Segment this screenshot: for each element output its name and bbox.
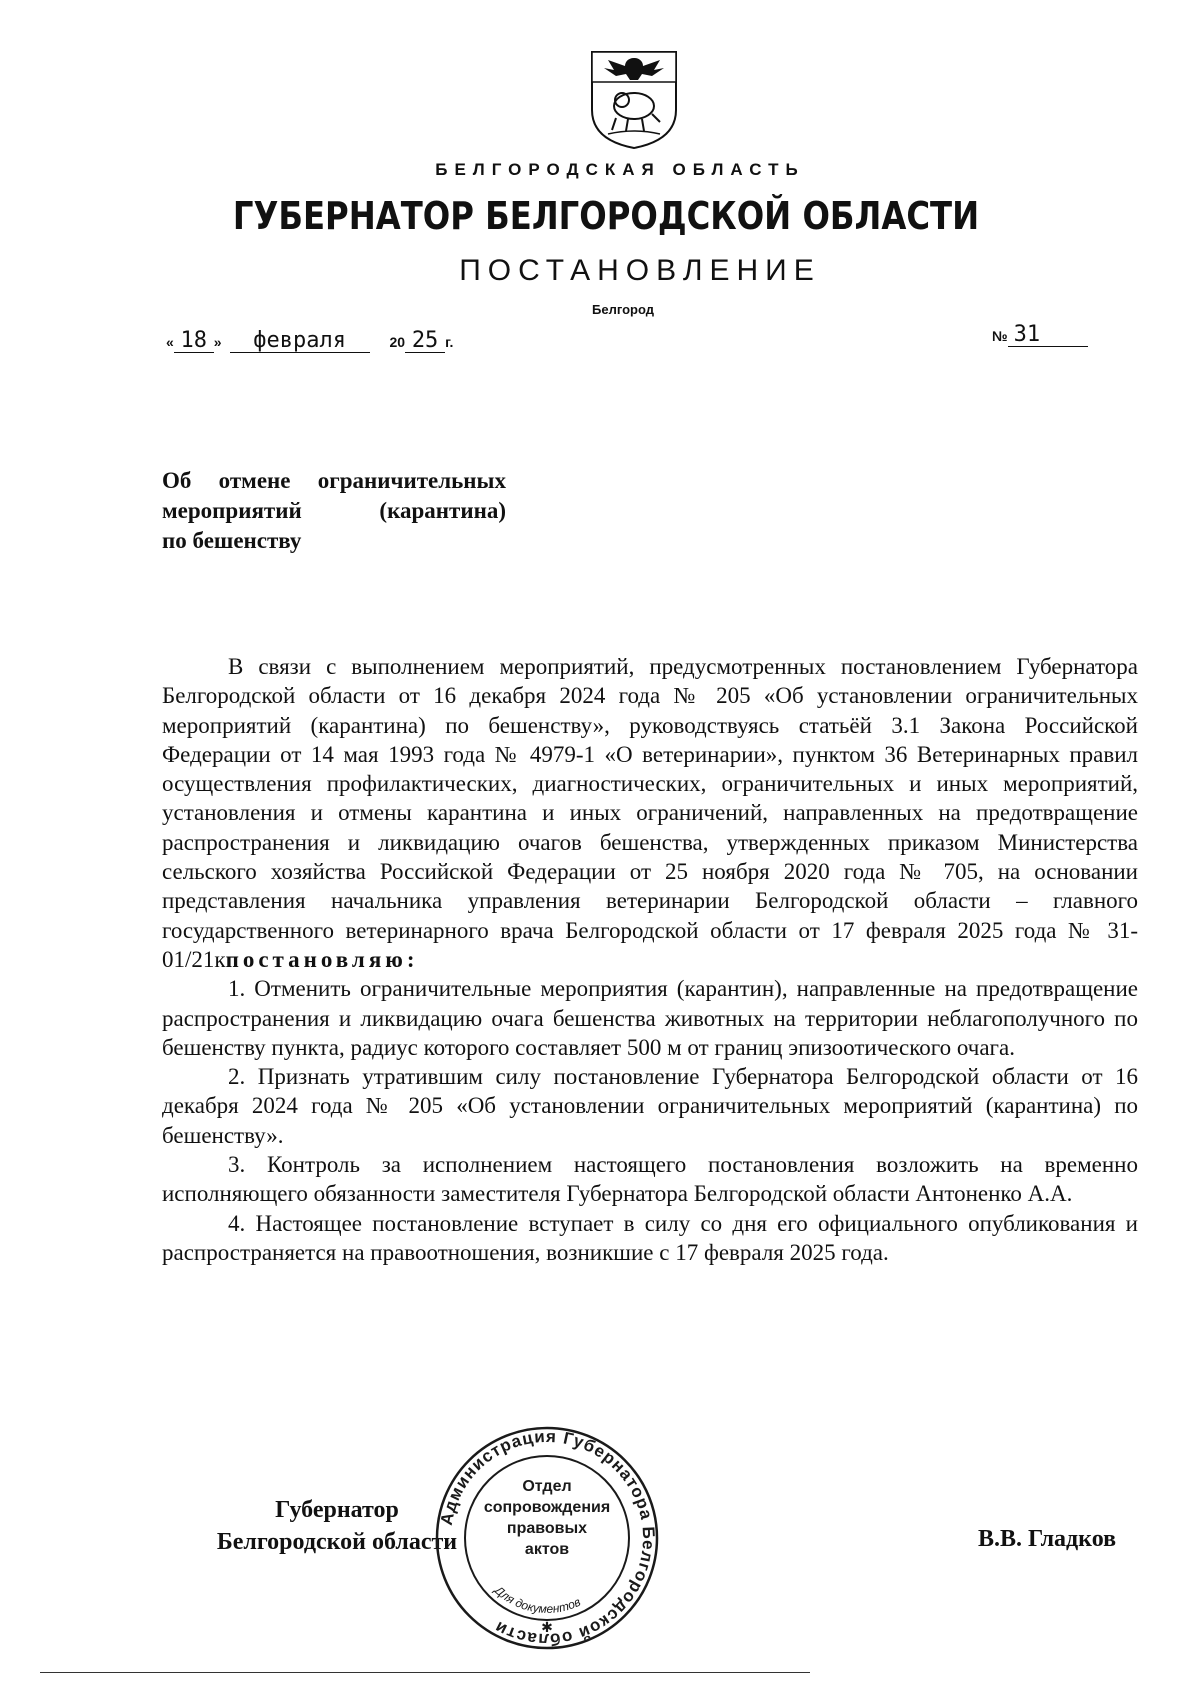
date-day: 18 [174, 330, 214, 353]
item-1: 1. Отменить ограничительные мероприятия (карантин), направленные на предотвращение распространения и ликвидацию очага бешенства животных на территории неблагополучного по бешенству пункта, радиус которого составляет 500 м от границ эпизоотического очага. [162, 976, 1138, 1060]
stamp-line: актов [524, 1541, 570, 1558]
svg-text:✱: ✱ [541, 1620, 553, 1636]
issuer-title: ГУБЕРНАТОР БЕЛГОРОДСКОЙ ОБЛАСТИ [232, 194, 980, 238]
svg-text:Для документов [490, 1582, 582, 1616]
document-subject [162, 466, 506, 556]
preamble-text: В связи с выполнением мероприятий, предусмотренных постановлением Губернатора Белгородской области от 16 декабря 2024 года № 205 «Об установлении ограничительных мероприятий (карантина) по бешенству», руководствуясь статьёй 3.1 Закона Российской Федерации от 14 мая 1993 года № 4979-1 «О ветеринарии», пунктом 36 Ветеринарных правил осуществления профилактических, диагностических, ограничительных и иных мероприятий, установления и отмены карантина и иных ограничений, направленных на предотвращение распространения и ликвидацию очагов бешенства, утвержденных приказом Министерства сельского хозяйства Российской Федерации от 25 ноября 2020 года № 705, на основании представления начальника управления ветеринарии Белгородской области – главного государственного ветеринарного врача Белгородской области от 17 февраля 2025 года № 31-01/21к [162, 654, 1138, 972]
stamp-line: Отдел [522, 1478, 572, 1495]
item-4: 4. Настоящее постановление вступает в силу со дня его официального опубликования и распространяется на правоотношения, возникшие с 17 февраля 2025 года. [162, 1210, 1138, 1265]
stamp-line: правовых [506, 1520, 588, 1537]
subject-line: мероприятий (карантина) [162, 498, 506, 523]
number-label: № [992, 328, 1008, 344]
decree-word: постановляю: [225, 946, 419, 972]
date-close-quote: » [213, 334, 222, 350]
signatory-title-line: Губернатор [275, 1497, 399, 1523]
number-value: 31 [1008, 324, 1088, 347]
stamp-ring-text: Администрация Губернатора Белгородской области [436, 1426, 659, 1650]
region-name: БЕЛГОРОДСКАЯ ОБЛАСТЬ [435, 160, 805, 179]
document-type: ПОСТАНОВЛЕНИЕ [459, 254, 821, 287]
date-month: февраля [230, 330, 370, 353]
footer-divider [40, 1672, 810, 1673]
item-2: 2. Признать утратившим силу постановление Губернатора Белгородской области от 16 декабря 2024 года № 205 «Об установлении ограничительных мероприятий (карантина) по бешенству». [162, 1064, 1138, 1148]
date-year-mark: г. [445, 334, 454, 350]
document-date [166, 330, 453, 353]
document-number [992, 324, 1088, 347]
stamp-center [478, 1476, 616, 1560]
item-3: 3. Контроль за исполнением настоящего постановления возложить на временно исполняющего обязанности заместителя Губернатора Белгородской области Антоненко А.А. [162, 1152, 1138, 1207]
subject-line: Об отмене ограничительных [162, 468, 506, 493]
city-name: Белгород [592, 302, 654, 317]
coat-of-arms-icon [588, 48, 680, 150]
preamble-paragraph [162, 652, 1138, 974]
subject-line: по бешенству [162, 528, 302, 553]
date-open-quote: « [166, 334, 174, 350]
signatory-title-line: Белгородской области [216, 1529, 458, 1555]
date-year-prefix: 20 [389, 334, 406, 350]
signatory-name: В.В. Гладков [978, 1526, 1117, 1552]
document-body [162, 652, 1138, 1267]
date-year-suffix: 25 [405, 330, 445, 353]
stamp-bottom-text: Для документов [491, 1583, 583, 1616]
stamp-line: сопровождения [483, 1499, 611, 1516]
